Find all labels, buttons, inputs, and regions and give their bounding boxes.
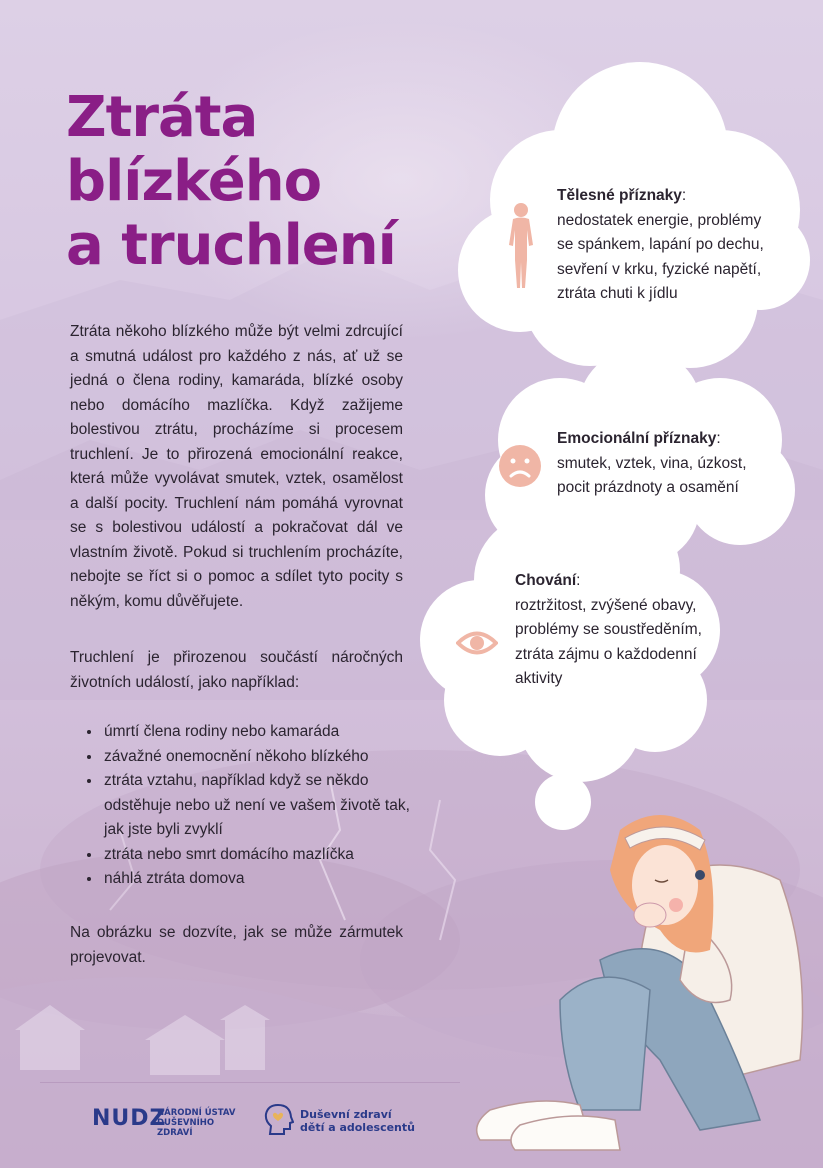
behavior-list: roztržitost, zvýšené obavy, problémy se soustředěním, ztráta zájmu o každodenní aktivity xyxy=(515,596,702,687)
list-item: • závažné onemocnění někoho blízkého xyxy=(102,745,422,770)
list-item: • úmrtí člena rodiny nebo kamaráda xyxy=(102,720,422,745)
list-item: • náhlá ztráta domova xyxy=(102,867,422,892)
list-item: • ztráta nebo smrt domácího mazlíčka xyxy=(102,843,422,868)
page-title xyxy=(66,86,396,278)
head-heart-logo-icon xyxy=(262,1102,294,1136)
intro-paragraph: Ztráta někoho blízkého může být velmi zdrcující a smutná událost pro každého z nás, ať už se jedná o člena rodiny, kamaráda, blízké osoby nebo domácího mazlíčka. Když zažijeme bolestivou ztrátu, procházíme si procesem truchlení. Je to přirozená emocionální reakce, která může vyvolávat smutek, vztek, osamělost a další pocity. Truchlení nám pomáhá vyrovnat se s bolestivou událostí a pokračovat dál ve vlastním životě. Pokud si truchlením procházíte, nebojte se říct si o pomoc a sdílet tyto pocity s někým, komu důvěřujete. xyxy=(70,323,403,610)
nudz-line-1: NÁRODNÍ ÚSTAV xyxy=(157,1108,236,1118)
eye-icon xyxy=(456,626,498,660)
behavior-symptoms-text: Chování: roztržitost, zvýšené obavy, problémy se soustředěním, ztráta zájmu o každodenní aktivity xyxy=(515,572,702,687)
dz-line-2: dětí a adolescentů xyxy=(300,1121,415,1134)
list-item: • ztráta vztahu, například když se někdo odstěhuje nebo už není ve vašem životě tak, jak jste byli zvyklí xyxy=(102,769,422,843)
title-line-3: a truchlení xyxy=(66,213,396,278)
physical-symptoms-list: nedostatek energie, problémy se spánkem, lapání po dechu, sevření v krku, fyzické napětí, ztráta chuti k jídlu xyxy=(557,211,764,302)
dz-line-1: Duševní zdraví xyxy=(300,1108,392,1121)
sad-face-icon xyxy=(498,444,542,488)
footer-divider xyxy=(40,1082,460,1083)
nudz-line-2: DUŠEVNÍHO ZDRAVÍ xyxy=(157,1118,215,1138)
nudz-logo-subtitle xyxy=(157,1108,247,1138)
examples-paragraph: Truchlení je přirozenou součástí náročných životních událostí, jako například: xyxy=(70,649,403,691)
emotional-symptoms-heading: Emocionální příznaky xyxy=(557,430,717,447)
closing-paragraph: Na obrázku se dozvíte, jak se může zármutek projevovat. xyxy=(70,924,403,966)
examples-list xyxy=(80,720,422,892)
nudz-logo: NUDZ xyxy=(92,1106,167,1131)
title-line-2: blízkého xyxy=(66,149,322,214)
title-line-1: Ztráta xyxy=(66,85,258,150)
emotional-symptoms-text: Emocionální příznaky: smutek, vztek, vina, úzkost, pocit prázdnoty a osamění xyxy=(557,430,747,496)
physical-symptoms-text: Tělesné příznaky: nedostatek energie, problémy se spánkem, lapání po dechu, sevření v krku, fyzické napětí, ztráta chuti k jídlu xyxy=(557,187,764,302)
dz-logo-text xyxy=(300,1108,430,1134)
behavior-heading: Chování xyxy=(515,572,577,589)
body-icon xyxy=(500,200,542,292)
physical-symptoms-heading: Tělesné příznaky xyxy=(557,187,682,204)
emotional-symptoms-list: smutek, vztek, vina, úzkost, pocit prázdnoty a osamění xyxy=(557,454,747,496)
